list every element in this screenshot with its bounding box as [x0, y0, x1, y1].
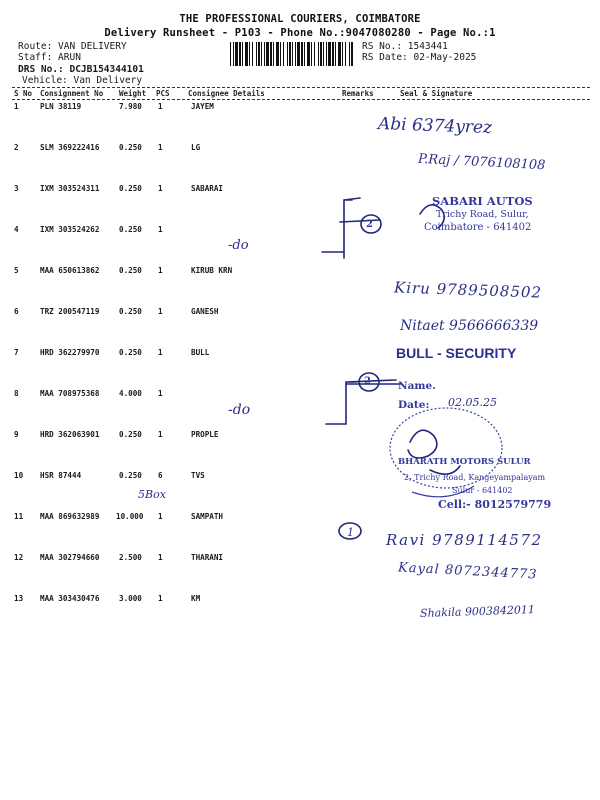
col-weight: Weight	[119, 89, 147, 98]
row-pcs: 1	[158, 389, 163, 398]
row-consignment: PLN 38119	[40, 102, 82, 111]
row-consignee: KIRUB KRN	[191, 266, 233, 275]
row-sno: 5	[14, 266, 19, 275]
row-consignee: THARANI	[191, 553, 224, 562]
row-consignment: MAA 708975368	[40, 389, 100, 398]
rs-number: RS No.: 1543441	[362, 41, 448, 52]
row-weight: 0.250	[119, 471, 142, 480]
signature-row-2: P.Raj / 7076108108	[417, 151, 546, 174]
row-sno: 8	[14, 389, 19, 398]
staff-label: Staff: ARUN	[18, 52, 81, 63]
row-weight: 0.250	[119, 266, 142, 275]
row-consignee: KM	[191, 594, 201, 603]
signature-row-13: Shakila 9003842011	[419, 602, 536, 621]
vehicle-label: Vehicle: Van Delivery	[22, 75, 143, 86]
row-pcs: 1	[158, 594, 163, 603]
row-pcs: 1	[158, 225, 163, 234]
row-pcs: 1	[158, 184, 163, 193]
row-pcs: 1	[158, 348, 163, 357]
row-pcs: 6	[158, 471, 163, 480]
row-weight: 0.250	[119, 430, 142, 439]
row-consignment: IXM 303524311	[40, 184, 100, 193]
signature-row-11: Ravi 9789114572	[386, 531, 543, 549]
row-pcs: 1	[158, 102, 163, 111]
company-title: THE PROFESSIONAL COURIERS, COIMBATORE	[179, 13, 421, 25]
row-consignment: TRZ 200547119	[40, 307, 100, 316]
rs-date: RS Date: 02-May-2025	[362, 52, 477, 63]
row-consignment: HRD 362063901	[40, 430, 100, 439]
drs-number: DRS No.: DCJB154344101	[18, 64, 144, 75]
signature-row-12: Kayal 8072344773	[397, 560, 538, 583]
col-seal-signature: Seal & Signature	[400, 89, 473, 98]
row-weight: 7.980	[119, 102, 142, 111]
row-pcs: 1	[158, 266, 163, 275]
row-weight: 10.000	[116, 512, 144, 521]
col-remarks: Remarks	[342, 89, 374, 98]
stamp-date-value: 02.05.25	[448, 396, 497, 409]
row-sno: 11	[14, 512, 24, 521]
row-sno: 13	[14, 594, 24, 603]
row-consignee: JAYEM	[191, 102, 214, 111]
row-pcs: 1	[158, 143, 163, 152]
row-sno: 12	[14, 553, 24, 562]
ditto-mark-row-4: -do	[228, 238, 249, 253]
route-label: Route: VAN DELIVERY	[18, 41, 127, 52]
stamp-sabari-city: Coimbatore - 641402	[424, 222, 532, 233]
col-consignment: Consignment No	[40, 89, 104, 98]
row-consignee: TVS	[191, 471, 205, 480]
row-sno: 6	[14, 307, 19, 316]
stamp-bharath-city: Sulur - 641402	[452, 486, 513, 495]
row-consignment: IXM 303524262	[40, 225, 100, 234]
row-weight: 4.000	[119, 389, 142, 398]
row-pcs: 1	[158, 307, 163, 316]
row-weight: 2.500	[119, 553, 142, 562]
row-weight: 0.250	[119, 184, 142, 193]
stamp-name-label: Name.	[398, 380, 436, 392]
row-sno: 3	[14, 184, 19, 193]
signature-row-1: Abi 6374yrez	[377, 114, 493, 138]
row-consignee: PROPLE	[191, 430, 219, 439]
stamp-date-label: Date:	[398, 399, 430, 411]
row-consignee: LG	[191, 143, 201, 152]
stamp-bull-security: BULL - SECURITY	[396, 345, 517, 361]
row-weight: 0.250	[119, 143, 142, 152]
runsheet-subtitle: Delivery Runsheet - P103 - Phone No.:9047080280 - Page No.:1	[104, 27, 496, 39]
stamp-bharath-name: BHARATH MOTORS SULUR	[398, 457, 531, 467]
stamp-sabari-address: Trichy Road, Sulur,	[436, 209, 529, 220]
row-sno: 2	[14, 143, 19, 152]
box-count-note: 5Box	[138, 488, 166, 501]
row-sno: 4	[14, 225, 19, 234]
row-weight: 0.250	[119, 348, 142, 357]
row-consignee: BULL	[191, 348, 210, 357]
row-consignment: HSR 87444	[40, 471, 82, 480]
brace-number-b: 2	[364, 376, 371, 387]
row-consignee: GANESH	[191, 307, 219, 316]
stamp-bharath-cell: Cell:- 8012579779	[438, 498, 552, 511]
row-weight: 0.250	[119, 225, 142, 234]
stamp-sabari-name: SABARI AUTOS	[432, 194, 533, 208]
stamp-bharath-address: 2, Trichy Road, Kangeyampalayam	[404, 473, 546, 482]
row-sno: 7	[14, 348, 19, 357]
col-consignee: Consignee Details	[188, 89, 265, 98]
row-sno: 9	[14, 430, 19, 439]
row-consignment: MAA 650613862	[40, 266, 100, 275]
row-consignment: HRD 362279970	[40, 348, 100, 357]
signature-row-6: Nitaet 9566666339	[400, 318, 539, 334]
row-consignment: SLM 369222416	[40, 143, 100, 152]
row-pcs: 1	[158, 512, 163, 521]
row-consignee: SABARAI	[191, 184, 224, 193]
col-sno: S No	[14, 89, 33, 98]
row-consignment: MAA 303430476	[40, 594, 100, 603]
row-pcs: 1	[158, 430, 163, 439]
row-pcs: 1	[158, 553, 163, 562]
row-sno: 1	[14, 102, 19, 111]
signature-row-5: Kiru 9789508502	[393, 278, 543, 302]
row-consignment: MAA 869632989	[40, 512, 100, 521]
row-consignment: MAA 302794660	[40, 553, 100, 562]
brace-number-a: 2	[366, 219, 373, 230]
row-consignee: SAMPATH	[191, 512, 224, 521]
row-sno: 10	[14, 471, 24, 480]
ditto-mark-row-8: -do	[228, 402, 251, 418]
col-pcs: PCS	[156, 89, 170, 98]
row-weight: 3.000	[119, 594, 142, 603]
circled-note: 1	[347, 526, 354, 539]
row-weight: 0.250	[119, 307, 142, 316]
